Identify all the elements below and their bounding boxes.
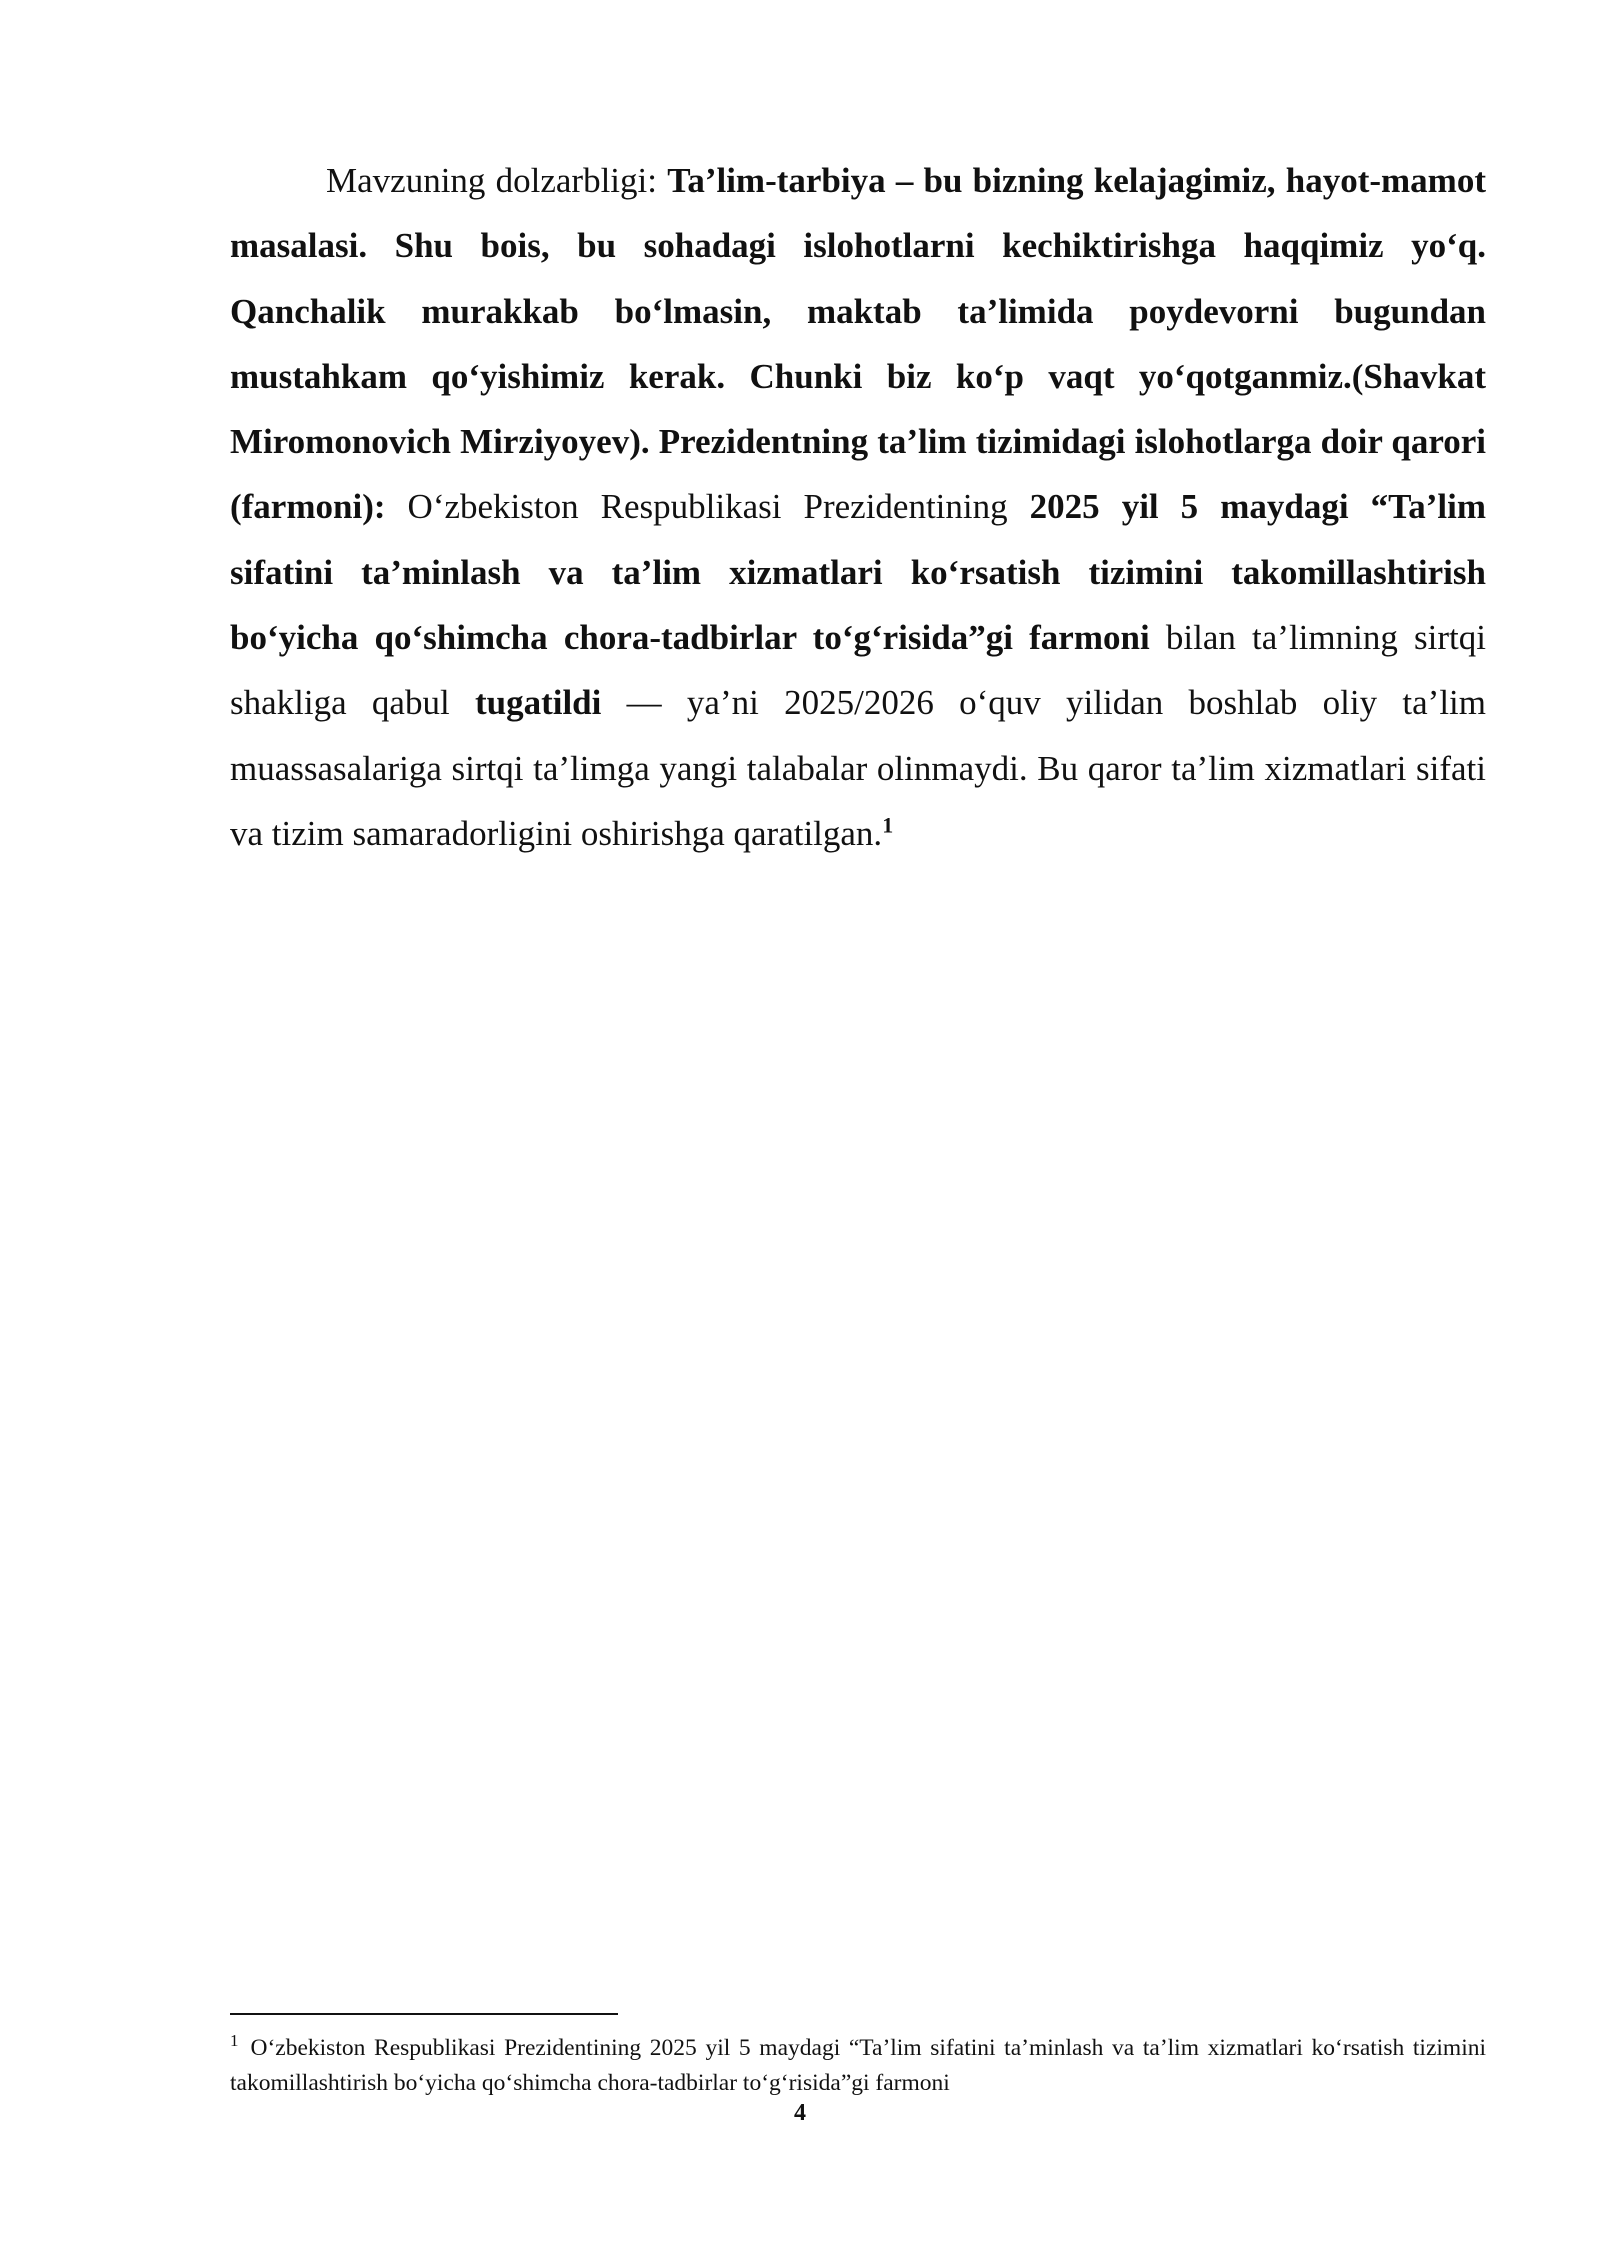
footnote-separator [230,2013,618,2015]
topic-relevance-label: Mavzuning dolzarbligi: [326,161,668,200]
paragraph-text-3: — ya’ni 2025/2026 o‘quv yilidan boshlab oliy ta’lim muassasalariga sirtqi ta’limga yangi talabalar olinmaydi. Bu qaror ta’lim xizmatlari sifati va tizim samaradorligini oshirishga qaratilgan. [230,683,1486,853]
body-paragraph [230,148,1486,866]
footnote-reference[interactable]: 1 [882,812,894,838]
footnote-text: O‘zbekiston Respublikasi Prezidentining 2025 yil 5 maydagi “Ta’lim sifatini ta’minlash va ta’lim xizmatlari ko‘rsatish tizimini takomillashtirish bo‘yicha qo‘shimcha chora-tadbirlar to‘g‘risida”gi farmoni [230,2035,1486,2096]
ended-word: tugatildi [474,683,602,723]
president-quote: Ta’lim-tarbiya – bu bizning kelajagimiz, hayot-mamot masalasi. Shu bois, bu sohadagi islohotlarni kechiktirishga haqqimiz yo‘q. Qanchalik murakkab bo‘lmasin, maktab ta’limida poydevorni bugundan mustahkam qo‘yishimiz kerak. Chunki biz ko‘p vaqt yo‘qotganmiz.(Shavkat Miromonovich Mirziyoyev). Prezidentning ta’lim tizimidagi islohotlarga doir qarori (farmoni): [230,161,1486,527]
paragraph-text-1: O‘zbekiston Respublikasi Prezidentining [407,487,1030,527]
page-number: 4 [794,2100,806,2126]
paragraph-text-2: bilan ta’limning sirtqi shakliga qabul [230,618,1486,723]
footnote-number: 1 [230,2031,239,2051]
footnote [230,2031,1486,2101]
decree-title: 2025 yil 5 maydagi “Ta’lim sifatini ta’minlash va ta’lim xizmatlari ko‘rsatish tizimini takomillashtirish bo‘yicha qo‘shimcha chora-tadbirlar to‘g‘risida”gi farmoni [230,487,1486,658]
